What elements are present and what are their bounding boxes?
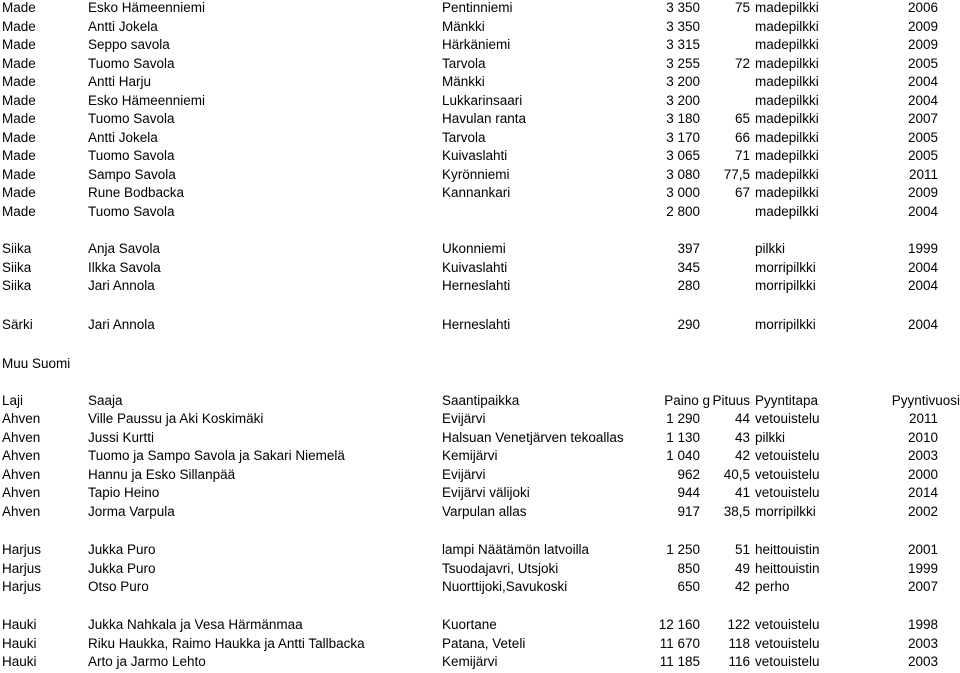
cell-tapa: morripilkki (755, 317, 816, 332)
cell-pituus: 41 (734, 485, 750, 500)
cell-laji: Siika (2, 241, 32, 256)
cell-paino: 962 (677, 466, 700, 482)
cell-paikka: Mänkki (442, 18, 485, 34)
cell-laji: Hauki (2, 635, 37, 651)
header-saaja: Saaja (88, 393, 123, 408)
cell-saaja: Seppo savola (88, 37, 170, 52)
cell-pituus: 40,5 (723, 466, 750, 482)
cell-saaja: Jukka Nahkala ja Vesa Härmänmaa (88, 617, 303, 632)
cell-pituus: 49 (734, 560, 750, 576)
cell-saaja: Jari Annola (88, 317, 155, 332)
cell-paikka: Kuivaslahti (442, 148, 508, 163)
cell-paino: 1 290 (666, 411, 700, 426)
cell-laji: Made (2, 203, 36, 219)
cell-paino: 290 (677, 317, 700, 332)
cell-paino: 1 250 (666, 542, 700, 557)
section-heading-muu-suomi: Muu Suomi (2, 356, 71, 371)
cell-saaja: Antti Harju (88, 74, 152, 89)
cell-paino: 11 185 (659, 654, 700, 669)
cell-saaja: Anja Savola (88, 241, 161, 256)
cell-laji: Made (2, 185, 36, 200)
table-row (0, 429, 960, 448)
cell-tapa: madepilkki (755, 203, 819, 219)
cell-tapa: madepilkki (755, 18, 819, 34)
cell-paikka: Evijärvi (442, 466, 486, 482)
cell-paino: 345 (677, 259, 700, 275)
cell-laji: Made (2, 18, 36, 34)
cell-vuosi: 2010 (907, 429, 938, 445)
cell-saaja: Tuomo Savola (88, 148, 175, 163)
cell-saaja: Antti Jokela (88, 129, 158, 145)
cell-saaja: Jari Annola (88, 278, 155, 293)
cell-pituus: 42 (734, 448, 750, 463)
table-row (0, 410, 960, 429)
cell-tapa: vetouistelu (755, 635, 820, 651)
cell-pituus: 65 (734, 111, 750, 126)
header-pyyntitapa: Pyyntitapa (755, 393, 819, 408)
cell-saaja: Tuomo Savola (88, 203, 175, 219)
cell-tapa: vetouistelu (755, 448, 820, 463)
cell-tapa: madepilkki (755, 55, 819, 71)
cell-tapa: perho (755, 579, 790, 594)
table-row (0, 503, 960, 522)
cell-tapa: vetouistelu (755, 485, 820, 500)
cell-tapa: madepilkki (755, 92, 819, 108)
cell-paikka: Nuorttijoki,Savukoski (442, 579, 568, 594)
cell-laji: Ahven (2, 429, 41, 445)
cell-paino: 280 (677, 278, 700, 293)
cell-saaja: Riku Haukka, Raimo Haukka ja Antti Tallbacka (88, 635, 365, 651)
cell-vuosi: 2005 (907, 129, 938, 145)
cell-saaja: Jukka Puro (88, 542, 156, 557)
cell-paino: 3 180 (666, 111, 700, 126)
cell-paikka: Evijärvi välijoki (442, 485, 530, 500)
cell-paikka: Kuortane (442, 617, 497, 632)
cell-paino: 3 080 (666, 166, 700, 182)
table-row (0, 578, 960, 597)
cell-paino: 11 670 (659, 635, 700, 651)
cell-laji: Hauki (2, 617, 37, 632)
cell-laji: Särki (2, 317, 33, 332)
cell-paikka: Herneslahti (442, 278, 511, 293)
cell-laji: Made (2, 111, 36, 126)
cell-vuosi: 1998 (907, 617, 938, 632)
cell-saaja: Hannu ja Esko Sillanpää (88, 466, 236, 482)
cell-paikka: Evijärvi (442, 411, 486, 426)
cell-vuosi: 2004 (907, 278, 938, 293)
cell-laji: Made (2, 92, 36, 108)
cell-pituus: 67 (734, 185, 750, 200)
cell-vuosi: 2009 (907, 18, 938, 34)
cell-laji: Made (2, 37, 36, 52)
cell-pituus: 44 (734, 411, 750, 426)
cell-saaja: Ilkka Savola (88, 259, 161, 275)
table-row (0, 653, 960, 672)
cell-saaja: Arto ja Jarmo Lehto (88, 654, 206, 669)
cell-paino: 3 350 (666, 18, 700, 34)
cell-tapa: madepilkki (755, 0, 819, 15)
cell-laji: Siika (2, 259, 32, 275)
harjus-table (0, 541, 960, 597)
muu-suomi-header (0, 392, 960, 411)
cell-saaja: Jukka Puro (88, 560, 156, 576)
cell-paino: 397 (677, 241, 700, 256)
table-row (0, 560, 960, 579)
table-row (0, 541, 960, 560)
cell-paikka: Härkäniemi (442, 37, 511, 52)
cell-vuosi: 2004 (907, 203, 938, 219)
cell-laji: Made (2, 55, 36, 71)
cell-paino: 3 170 (666, 129, 700, 145)
cell-vuosi: 2007 (907, 579, 938, 594)
cell-vuosi: 2014 (907, 485, 938, 500)
cell-laji: Made (2, 74, 36, 89)
table-row (0, 166, 960, 185)
cell-vuosi: 2009 (907, 37, 938, 52)
cell-paino: 1 130 (666, 429, 700, 445)
table-row (0, 110, 960, 129)
cell-tapa: vetouistelu (755, 466, 820, 482)
cell-paikka: Ukonniemi (442, 241, 506, 256)
table-row (0, 0, 960, 18)
cell-paikka: lampi Näätämön latvoilla (442, 542, 590, 557)
cell-tapa: madepilkki (755, 166, 819, 182)
table-row (0, 203, 960, 222)
cell-laji: Made (2, 0, 36, 15)
cell-laji: Ahven (2, 466, 41, 482)
cell-tapa: madepilkki (755, 111, 819, 126)
header-laji: Laji (2, 393, 24, 408)
cell-laji: Made (2, 129, 36, 145)
cell-laji: Siika (2, 278, 32, 293)
cell-laji: Ahven (2, 448, 41, 463)
sarki-table (0, 316, 960, 335)
table-row (0, 129, 960, 148)
cell-pituus: 51 (734, 542, 750, 557)
cell-paikka: Varpulan allas (442, 503, 527, 519)
cell-vuosi: 2003 (907, 654, 938, 669)
cell-tapa: heittouistin (755, 560, 820, 576)
cell-laji: Ahven (2, 503, 41, 519)
cell-pituus: 71 (734, 148, 750, 163)
table-row (0, 73, 960, 92)
cell-paikka: Kemijärvi (442, 654, 498, 669)
cell-vuosi: 2003 (907, 635, 938, 651)
table-row (0, 466, 960, 485)
cell-paino: 3 200 (666, 92, 700, 108)
cell-tapa: pilkki (755, 241, 786, 256)
cell-vuosi: 1999 (907, 241, 938, 256)
cell-saaja: Otso Puro (88, 579, 149, 594)
cell-pituus: 72 (734, 55, 750, 71)
cell-tapa: morripilkki (755, 259, 816, 275)
cell-laji: Ahven (2, 411, 41, 426)
cell-paino: 3 000 (666, 185, 700, 200)
table-row (0, 447, 960, 466)
cell-pituus: 77,5 (723, 166, 750, 182)
cell-paikka: Tarvola (442, 55, 486, 71)
table-row (0, 635, 960, 654)
cell-paikka: Patana, Veteli (442, 635, 526, 651)
cell-paino: 917 (677, 503, 700, 519)
cell-pituus: 66 (734, 129, 750, 145)
cell-laji: Made (2, 148, 36, 163)
cell-paikka: Lukkarinsaari (442, 92, 523, 108)
siika-table (0, 240, 960, 296)
cell-paino: 850 (677, 560, 700, 576)
cell-saaja: Esko Hämeenniemi (88, 0, 206, 15)
cell-vuosi: 2004 (907, 259, 938, 275)
cell-tapa: madepilkki (755, 185, 819, 200)
cell-pituus: 118 (728, 635, 750, 651)
cell-paino: 3 315 (666, 37, 700, 52)
cell-tapa: madepilkki (755, 74, 819, 89)
cell-tapa: madepilkki (755, 129, 819, 145)
cell-saaja: Rune Bodbacka (88, 185, 185, 200)
table-row (0, 55, 960, 74)
header-row (0, 392, 960, 411)
table-row (0, 484, 960, 503)
cell-vuosi: 2009 (907, 185, 938, 200)
cell-saaja: Antti Jokela (88, 18, 158, 34)
cell-tapa: morripilkki (755, 503, 816, 519)
table-row (0, 316, 960, 335)
cell-vuosi: 2001 (907, 542, 938, 557)
table-row (0, 36, 960, 55)
cell-paino: 3 200 (666, 74, 700, 89)
table-row (0, 92, 960, 111)
cell-laji: Ahven (2, 485, 41, 500)
cell-paino: 650 (677, 579, 700, 594)
cell-pituus: 42 (734, 579, 750, 594)
cell-vuosi: 2011 (908, 411, 938, 426)
cell-paino: 2 800 (666, 203, 700, 219)
table-row (0, 277, 960, 296)
cell-vuosi: 2011 (908, 166, 938, 182)
cell-saaja: Tuomo Savola (88, 55, 175, 71)
cell-vuosi: 2004 (907, 74, 938, 89)
cell-paikka: Herneslahti (442, 317, 511, 332)
cell-vuosi: 2005 (907, 55, 938, 71)
cell-laji: Harjus (2, 542, 42, 557)
cell-vuosi: 2003 (907, 448, 938, 463)
cell-paikka: Pentinniemi (442, 0, 513, 15)
cell-laji: Harjus (2, 560, 42, 576)
header-pituus: Pituus (712, 393, 750, 408)
cell-saaja: Tapio Heino (88, 485, 160, 500)
cell-vuosi: 2007 (907, 111, 938, 126)
cell-paikka: Kannankari (442, 185, 511, 200)
cell-vuosi: 2005 (907, 148, 938, 163)
cell-paino: 3 350 (666, 0, 700, 15)
table-row (0, 184, 960, 203)
cell-paikka: Mänkki (442, 74, 485, 89)
cell-pituus: 116 (728, 654, 750, 669)
cell-tapa: pilkki (755, 429, 786, 445)
cell-paikka: Halsuan Venetjärven tekoallas (442, 429, 624, 445)
cell-vuosi: 2004 (907, 92, 938, 108)
cell-vuosi: 2002 (907, 503, 938, 519)
table-row (0, 18, 960, 37)
header-pyyntivuosi: Pyyntivuosi (891, 393, 960, 408)
table-row (0, 616, 960, 635)
table-row (0, 147, 960, 166)
header-saantipaikka: Saantipaikka (442, 393, 520, 408)
cell-saaja: Esko Hämeenniemi (88, 92, 206, 108)
cell-laji: Made (2, 166, 36, 182)
cell-paikka: Kemijärvi (442, 448, 498, 463)
cell-laji: Harjus (2, 579, 42, 594)
cell-saaja: Tuomo Savola (88, 111, 175, 126)
header-paino: Paino g (664, 393, 710, 408)
cell-pituus: 38,5 (723, 503, 750, 519)
cell-saaja: Jorma Varpula (88, 503, 175, 519)
cell-laji: Hauki (2, 654, 37, 669)
cell-tapa: madepilkki (755, 148, 819, 163)
cell-paino: 944 (677, 485, 700, 500)
cell-paikka: Kuivaslahti (442, 259, 508, 275)
table-row (0, 240, 960, 259)
cell-tapa: vetouistelu (755, 617, 820, 632)
cell-pituus: 122 (727, 617, 750, 632)
cell-paikka: Tsuodajavri, Utsjoki (442, 560, 559, 576)
cell-paino: 3 065 (666, 148, 700, 163)
table-row (0, 259, 960, 278)
cell-paino: 12 160 (658, 617, 700, 632)
cell-paikka: Tarvola (442, 129, 486, 145)
cell-tapa: vetouistelu (755, 654, 820, 669)
made-table (0, 0, 960, 221)
cell-pituus: 75 (734, 0, 750, 15)
cell-pituus: 43 (734, 429, 750, 445)
cell-tapa: madepilkki (755, 37, 819, 52)
cell-vuosi: 2006 (907, 0, 938, 15)
cell-vuosi: 2000 (907, 466, 938, 482)
cell-tapa: morripilkki (755, 278, 816, 293)
cell-paino: 1 040 (666, 448, 700, 463)
cell-vuosi: 2004 (907, 317, 938, 332)
cell-paikka: Havulan ranta (442, 111, 527, 126)
cell-vuosi: 1999 (907, 560, 938, 576)
cell-saaja: Tuomo ja Sampo Savola ja Sakari Niemelä (88, 448, 345, 463)
cell-tapa: heittouistin (755, 542, 820, 557)
hauki-table (0, 616, 960, 672)
cell-saaja: Jussi Kurtti (88, 429, 155, 445)
cell-paikka: Kyrönniemi (442, 166, 510, 182)
cell-saaja: Sampo Savola (88, 166, 176, 182)
ahven-table (0, 410, 960, 521)
cell-saaja: Ville Paussu ja Aki Koskimäki (88, 411, 264, 426)
cell-paino: 3 255 (666, 55, 700, 71)
cell-tapa: vetouistelu (755, 411, 820, 426)
